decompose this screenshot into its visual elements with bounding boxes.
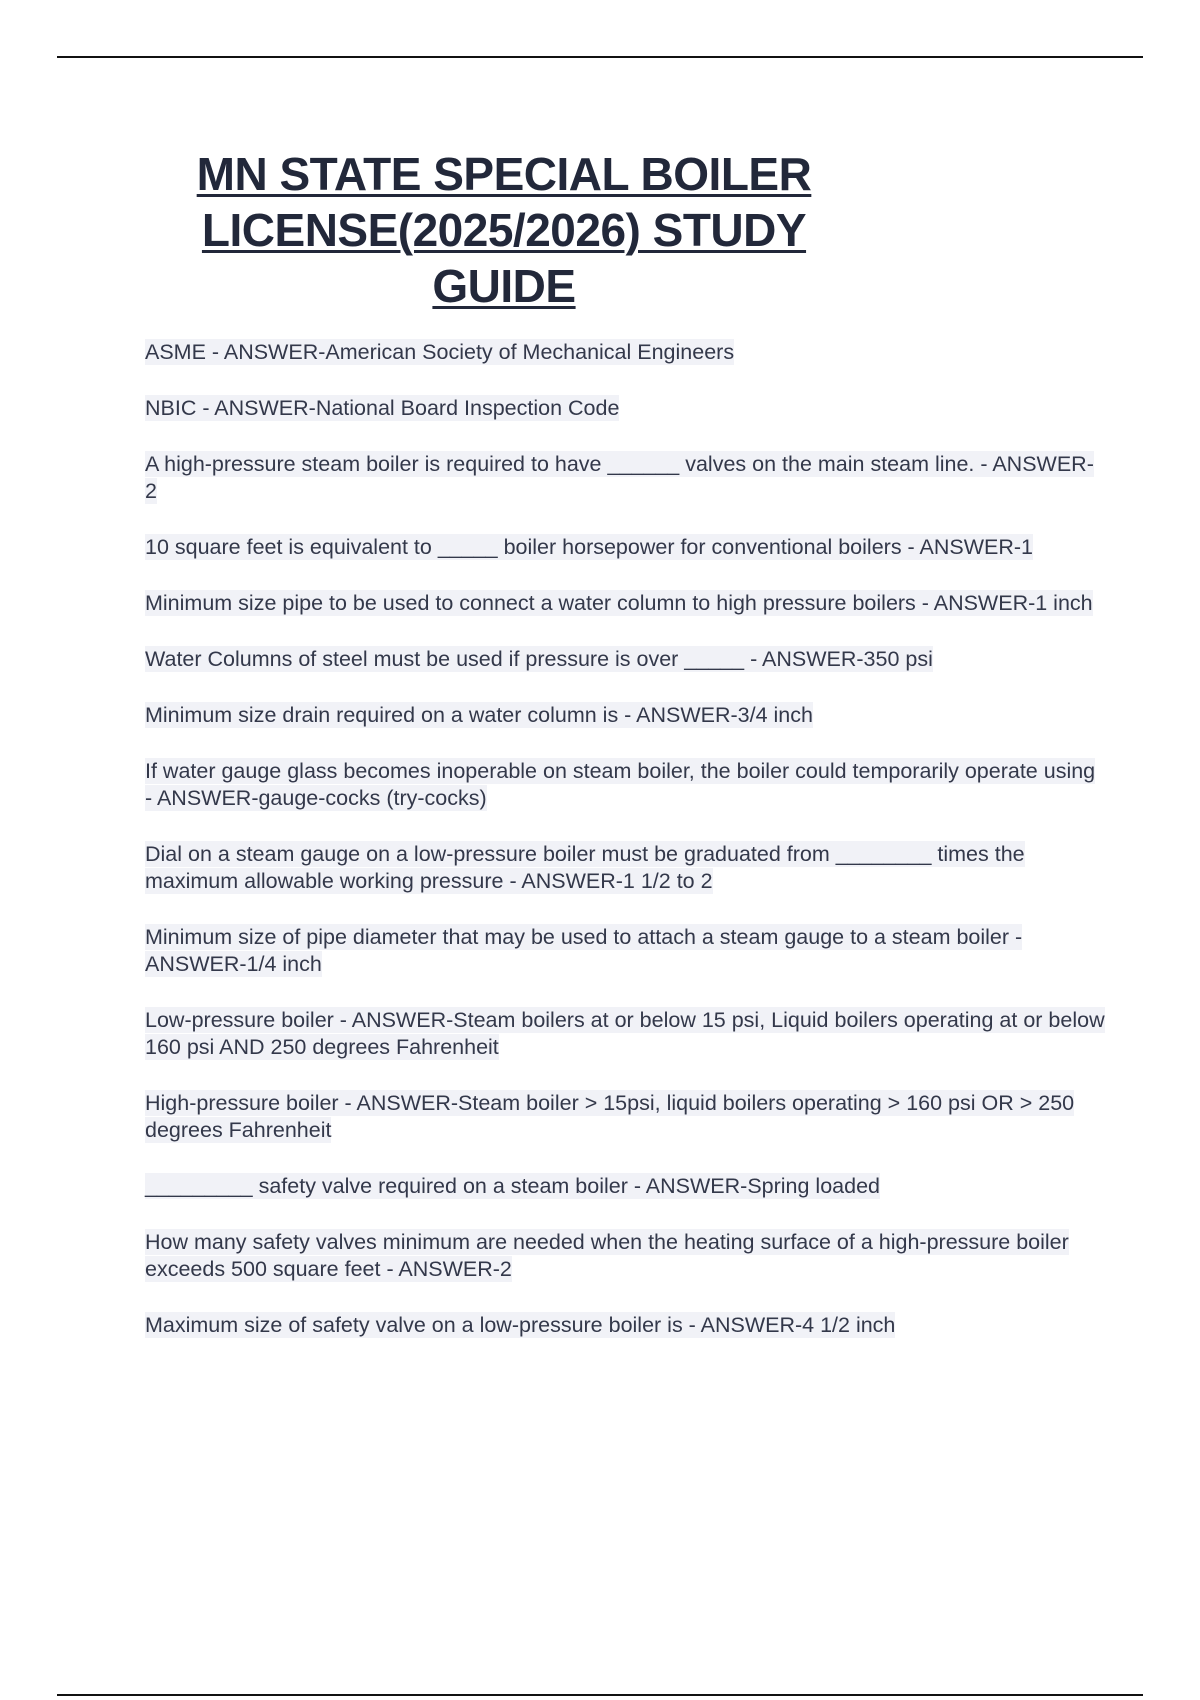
qa-item-steel-water-columns: Water Columns of steel must be used if pressure is over _____ - ANSWER-350 psi — [145, 647, 933, 671]
qa-item-steam-gauge-dial: Dial on a steam gauge on a low-pressure boiler must be graduated from ________ times the maximum allowable working pressure - ANSWER-1 1/2 to 2 — [145, 842, 1025, 893]
qa-list — [145, 339, 1105, 1368]
qa-item-main-steam-valves: A high-pressure steam boiler is required to have ______ valves on the main steam line. - ANSWER-2 — [145, 452, 1094, 503]
title-line-2: LICENSE(2025/2026) STUDY — [201, 204, 807, 256]
qa-item-high-pressure-boiler: High-pressure boiler - ANSWER-Steam boiler > 15psi, liquid boilers operating > 160 psi OR > 250 degrees Fahrenheit — [145, 1091, 1075, 1142]
qa-item-steam-gauge-pipe: Minimum size of pipe diameter that may be used to attach a steam gauge to a steam boiler - ANSWER-1/4 inch — [145, 925, 1023, 976]
qa-item-asme: ASME - ANSWER-American Society of Mechanical Engineers — [145, 340, 735, 364]
qa-item-gauge-glass: If water gauge glass becomes inoperable on steam boiler, the boiler could temporarily operate using - ANSWER-gauge-cocks (try-cocks) — [145, 759, 1096, 810]
title-line-1: MN STATE SPECIAL BOILER — [196, 148, 812, 200]
title-line-3: GUIDE — [432, 260, 576, 312]
qa-item-safety-valve-type: _________ safety valve required on a steam boiler - ANSWER-Spring loaded — [145, 1174, 880, 1198]
top-rule — [57, 56, 1143, 58]
qa-item-low-pressure-boiler: Low-pressure boiler - ANSWER-Steam boilers at or below 15 psi, Liquid boilers operating at or below 160 psi AND 250 degrees Fahrenheit — [145, 1008, 1105, 1059]
qa-item-water-column-drain: Minimum size drain required on a water column is - ANSWER-3/4 inch — [145, 703, 813, 727]
document-title — [150, 146, 858, 314]
qa-item-boiler-horsepower: 10 square feet is equivalent to _____ boiler horsepower for conventional boilers - ANSWER-1 — [145, 535, 1033, 559]
qa-item-safety-valve-count: How many safety valves minimum are needed when the heating surface of a high-pressure boiler exceeds 500 square feet - ANSWER-2 — [145, 1230, 1069, 1281]
qa-item-safety-valve-size: Maximum size of safety valve on a low-pressure boiler is - ANSWER-4 1/2 inch — [145, 1313, 896, 1337]
qa-item-water-column-pipe: Minimum size pipe to be used to connect a water column to high pressure boilers - ANSWER-1 inch — [145, 591, 1093, 615]
bottom-rule — [57, 1694, 1143, 1696]
qa-item-nbic: NBIC - ANSWER-National Board Inspection Code — [145, 396, 620, 420]
